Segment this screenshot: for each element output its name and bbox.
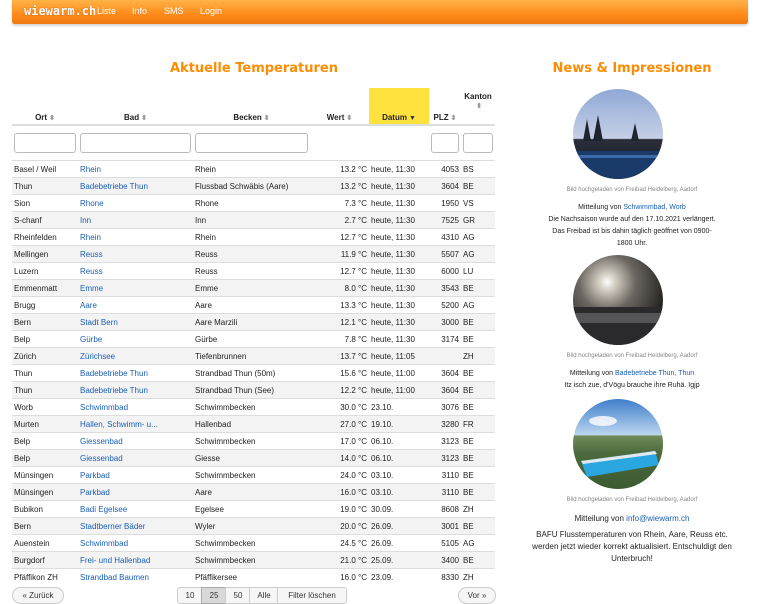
col-header-kanton[interactable]: Kanton ⬍ bbox=[461, 88, 495, 125]
cell-kanton: BE bbox=[461, 467, 495, 484]
cell-datum: heute, 11:30 bbox=[369, 246, 429, 263]
cell-plz: 4310 bbox=[429, 229, 461, 246]
cell-plz: 3543 bbox=[429, 280, 461, 297]
sort-icon: ⬍ bbox=[49, 115, 55, 122]
cell-bad[interactable]: Stadt Bern bbox=[78, 314, 193, 331]
cell-plz: 8330 bbox=[429, 569, 461, 586]
cell-datum: heute, 11:30 bbox=[369, 331, 429, 348]
cell-ort: Worb bbox=[12, 399, 78, 416]
cell-becken: Flussbad Schwäbis (Aare) bbox=[193, 178, 310, 195]
cell-plz: 1950 bbox=[429, 195, 461, 212]
filter-input-becken[interactable] bbox=[195, 133, 308, 153]
cell-kanton: ZH bbox=[461, 569, 495, 586]
cell-kanton: BE bbox=[461, 450, 495, 467]
image-caption-3: Bild hochgeladen von Freibad Heidelberg, Aadorf bbox=[566, 497, 698, 503]
nav-item-sms[interactable]: SMS bbox=[164, 6, 184, 16]
cell-bad[interactable]: Badebetriebe Thun bbox=[78, 365, 193, 382]
cell-datum: heute, 11:30 bbox=[369, 229, 429, 246]
cell-datum: heute, 11:30 bbox=[369, 314, 429, 331]
cell-plz: 3110 bbox=[429, 484, 461, 501]
table-body bbox=[12, 161, 495, 586]
cell-becken: Schwimmbecken bbox=[193, 467, 310, 484]
cell-ort: Belp bbox=[12, 331, 78, 348]
cell-plz: 6000 bbox=[429, 263, 461, 280]
cell-plz: 3001 bbox=[429, 518, 461, 535]
cell-becken: Schwimmbecken bbox=[193, 399, 310, 416]
table-row bbox=[12, 297, 495, 314]
cell-becken: Aare Marzili bbox=[193, 314, 310, 331]
table-row bbox=[12, 280, 495, 297]
cell-kanton: AG bbox=[461, 246, 495, 263]
page-size-25[interactable]: 25 bbox=[201, 587, 227, 604]
cell-plz: 3604 bbox=[429, 178, 461, 195]
brand-logo[interactable]: wiewarm.ch bbox=[24, 4, 97, 18]
col-header-becken[interactable]: Becken ⬍ bbox=[193, 88, 310, 125]
page-title: Aktuelle Temperaturen bbox=[169, 61, 338, 76]
table-row bbox=[12, 569, 495, 586]
cell-wert: 13.2 °C bbox=[310, 161, 369, 178]
cell-bad[interactable]: Zürichsee bbox=[78, 348, 193, 365]
cell-datum: heute, 11:30 bbox=[369, 212, 429, 229]
news-image-2[interactable] bbox=[573, 255, 663, 345]
cell-bad[interactable]: Giessenbad bbox=[78, 433, 193, 450]
cell-datum: heute, 11:00 bbox=[369, 365, 429, 382]
sort-icon: ⬍ bbox=[263, 115, 270, 122]
sort-icon: ⬍ bbox=[141, 115, 147, 122]
cell-datum: 06.10. bbox=[369, 450, 429, 467]
cell-kanton: AG bbox=[461, 297, 495, 314]
cell-ort: Bern bbox=[12, 314, 78, 331]
cell-datum: 03.10. bbox=[369, 484, 429, 501]
news-source-link-1[interactable]: Schwimmbad, Worb bbox=[623, 204, 686, 211]
news-image-1[interactable] bbox=[573, 89, 663, 179]
cell-datum: heute, 11:30 bbox=[369, 297, 429, 314]
cell-becken: Reuss bbox=[193, 263, 310, 280]
table-row bbox=[12, 246, 495, 263]
table-row bbox=[12, 450, 495, 467]
table-row bbox=[12, 314, 495, 331]
cell-ort: Zürich bbox=[12, 348, 78, 365]
cell-wert: 12.7 °C bbox=[310, 229, 369, 246]
news-title: News & Impressionen bbox=[552, 61, 712, 76]
table-row bbox=[12, 535, 495, 552]
cell-plz: 3280 bbox=[429, 416, 461, 433]
table-row bbox=[12, 229, 495, 246]
col-header-ort[interactable]: Ort ⬍ bbox=[12, 88, 78, 125]
cell-kanton: AG bbox=[461, 535, 495, 552]
cell-kanton: BE bbox=[461, 382, 495, 399]
cell-datum: 03.10. bbox=[369, 467, 429, 484]
cell-becken: Hallenbad bbox=[193, 416, 310, 433]
cell-bad[interactable]: Gürbe bbox=[78, 331, 193, 348]
cell-kanton: BE bbox=[461, 484, 495, 501]
temperature-table bbox=[12, 88, 495, 585]
cell-becken: Schwimmbecken bbox=[193, 433, 310, 450]
cell-wert: 12.7 °C bbox=[310, 263, 369, 280]
cell-ort: Rheinfelden bbox=[12, 229, 78, 246]
image-caption-1: Bild hochgeladen von Freibad Heidelberg, Aadorf bbox=[566, 187, 698, 193]
cell-ort: Bubikon bbox=[12, 501, 78, 518]
cell-plz: 4053 bbox=[429, 161, 461, 178]
cell-ort: Luzern bbox=[12, 263, 78, 280]
filter-row bbox=[12, 125, 495, 161]
cell-kanton: BE bbox=[461, 365, 495, 382]
cell-becken: Reuss bbox=[193, 246, 310, 263]
cell-kanton: ZH bbox=[461, 348, 495, 365]
nav-item-login[interactable]: Login bbox=[200, 6, 223, 16]
filter-input-kanton[interactable] bbox=[463, 133, 493, 153]
table-row bbox=[12, 416, 495, 433]
cell-ort: Bern bbox=[12, 518, 78, 535]
table-row bbox=[12, 348, 495, 365]
cell-wert: 13.2 °C bbox=[310, 178, 369, 195]
cell-becken: Pfäffikersee bbox=[193, 569, 310, 586]
cell-datum: 23.09. bbox=[369, 569, 429, 586]
cell-bad[interactable]: Schwimmbad bbox=[78, 535, 193, 552]
cell-datum: 23.10. bbox=[369, 399, 429, 416]
cell-plz: 3174 bbox=[429, 331, 461, 348]
cell-bad[interactable]: Rhein bbox=[78, 161, 193, 178]
filter-input-bad[interactable] bbox=[80, 133, 191, 153]
cell-ort: S-chanf bbox=[12, 212, 78, 229]
cell-ort: Emmenmatt bbox=[12, 280, 78, 297]
image-caption-2: Bild hochgeladen von Freibad Heidelberg, Aadorf bbox=[566, 353, 698, 359]
cell-bad[interactable]: Aare bbox=[78, 297, 193, 314]
cell-wert: 7.8 °C bbox=[310, 331, 369, 348]
table-row bbox=[12, 382, 495, 399]
cell-becken: Emme bbox=[193, 280, 310, 297]
cell-ort: Thun bbox=[12, 178, 78, 195]
cell-kanton: FR bbox=[461, 416, 495, 433]
cell-ort: Pfäffikon ZH bbox=[12, 569, 78, 586]
cell-datum: heute, 11:05 bbox=[369, 348, 429, 365]
cell-plz: 5507 bbox=[429, 246, 461, 263]
table-row bbox=[12, 467, 495, 484]
cell-kanton: AG bbox=[461, 229, 495, 246]
cell-becken: Tiefenbrunnen bbox=[193, 348, 310, 365]
cell-plz: 3110 bbox=[429, 467, 461, 484]
cell-kanton: BE bbox=[461, 552, 495, 569]
cell-datum: 26.09. bbox=[369, 535, 429, 552]
cell-ort: Thun bbox=[12, 382, 78, 399]
cell-kanton: LU bbox=[461, 263, 495, 280]
clear-filter-button[interactable]: Filter löschen bbox=[277, 587, 347, 604]
table-row bbox=[12, 552, 495, 569]
sort-icon: ⬍ bbox=[450, 115, 457, 122]
cell-datum: 30.09. bbox=[369, 501, 429, 518]
cell-wert: 21.0 °C bbox=[310, 552, 369, 569]
cell-wert: 13.3 °C bbox=[310, 297, 369, 314]
cell-wert: 17.0 °C bbox=[310, 433, 369, 450]
news-item-3: Mitteilung von info@wiewarm.ch BAFU Flusstemperaturen von Rhein, Aare, Reuss etc. werden jetzt wieder korrekt aktualisiert. Entschuldigt den Unterbruch! bbox=[532, 514, 732, 563]
cell-plz bbox=[429, 348, 461, 365]
cell-becken: Rhone bbox=[193, 195, 310, 212]
nav-item-liste[interactable]: Liste bbox=[97, 6, 117, 16]
cell-bad[interactable]: Schwimmbad bbox=[78, 399, 193, 416]
cell-wert: 12.2 °C bbox=[310, 382, 369, 399]
cell-plz: 3604 bbox=[429, 365, 461, 382]
cell-becken: Inn bbox=[193, 212, 310, 229]
cell-bad[interactable]: Reuss bbox=[78, 263, 193, 280]
cell-wert: 7.3 °C bbox=[310, 195, 369, 212]
cell-datum: 19.10. bbox=[369, 416, 429, 433]
cell-kanton: BE bbox=[461, 280, 495, 297]
cell-becken: Giesse bbox=[193, 450, 310, 467]
cell-bad[interactable]: Badebetriebe Thun bbox=[78, 382, 193, 399]
prev-page-button[interactable]: « Zurück bbox=[12, 587, 64, 604]
col-header-plz[interactable]: PLZ ⬍ bbox=[429, 88, 461, 125]
cell-datum: 26.09. bbox=[369, 518, 429, 535]
cell-wert: 13.7 °C bbox=[310, 348, 369, 365]
cell-datum: 06.10. bbox=[369, 433, 429, 450]
cell-plz: 5200 bbox=[429, 297, 461, 314]
table-row bbox=[12, 518, 495, 535]
sort-icon: ⬍ bbox=[476, 103, 482, 110]
cell-wert: 11.9 °C bbox=[310, 246, 369, 263]
cell-becken: Wyler bbox=[193, 518, 310, 535]
cell-bad[interactable]: Stadtberner Bäder bbox=[78, 518, 193, 535]
cell-kanton: BS bbox=[461, 161, 495, 178]
cell-kanton: BE bbox=[461, 518, 495, 535]
cell-ort: Basel / Weil bbox=[12, 161, 78, 178]
table-row bbox=[12, 433, 495, 450]
cell-becken: Aare bbox=[193, 297, 310, 314]
cell-wert: 12.1 °C bbox=[310, 314, 369, 331]
cell-plz: 3000 bbox=[429, 314, 461, 331]
col-header-wert[interactable]: Wert ⬍ bbox=[310, 88, 369, 125]
cell-wert: 14.0 °C bbox=[310, 450, 369, 467]
cell-ort: Brugg bbox=[12, 297, 78, 314]
filter-input-ort[interactable] bbox=[14, 133, 76, 153]
cell-bad[interactable]: Strandbad Baumen bbox=[78, 569, 193, 586]
cell-ort: Münsingen bbox=[12, 467, 78, 484]
cell-kanton: VS bbox=[461, 195, 495, 212]
header-row bbox=[12, 88, 495, 125]
cell-plz: 3604 bbox=[429, 382, 461, 399]
col-header-bad[interactable]: Bad ⬍ bbox=[78, 88, 193, 125]
cell-becken: Strandbad Thun (See) bbox=[193, 382, 310, 399]
sort-icon: ⬍ bbox=[346, 115, 353, 122]
cell-wert: 19.0 °C bbox=[310, 501, 369, 518]
cell-kanton: BE bbox=[461, 314, 495, 331]
cell-bad[interactable]: Hallen, Schwimm- u... bbox=[78, 416, 193, 433]
cell-datum: heute, 11:00 bbox=[369, 382, 429, 399]
cell-kanton: ZH bbox=[461, 501, 495, 518]
table-row bbox=[12, 263, 495, 280]
next-page-button[interactable]: Vor » bbox=[458, 587, 496, 604]
top-navbar bbox=[12, 0, 748, 25]
cell-plz: 7525 bbox=[429, 212, 461, 229]
cell-wert: 16.0 °C bbox=[310, 484, 369, 501]
cell-datum: 25.09. bbox=[369, 552, 429, 569]
cell-kanton: GR bbox=[461, 212, 495, 229]
cell-bad[interactable]: Giessenbad bbox=[78, 450, 193, 467]
table-row bbox=[12, 399, 495, 416]
page-size-all[interactable]: Alle bbox=[249, 587, 279, 604]
cell-kanton: BE bbox=[461, 178, 495, 195]
cell-plz: 3123 bbox=[429, 450, 461, 467]
cell-datum: heute, 11:30 bbox=[369, 161, 429, 178]
cell-becken: Aare bbox=[193, 484, 310, 501]
cell-kanton: BE bbox=[461, 331, 495, 348]
cell-becken: Gürbe bbox=[193, 331, 310, 348]
cell-wert: 20.0 °C bbox=[310, 518, 369, 535]
cell-kanton: BE bbox=[461, 433, 495, 450]
cell-ort: Belp bbox=[12, 433, 78, 450]
cell-wert: 8.0 °C bbox=[310, 280, 369, 297]
cell-datum: heute, 11:30 bbox=[369, 263, 429, 280]
table-row bbox=[12, 501, 495, 518]
cell-bad[interactable]: Badebetriebe Thun bbox=[78, 178, 193, 195]
cell-wert: 2.7 °C bbox=[310, 212, 369, 229]
cell-plz: 8608 bbox=[429, 501, 461, 518]
nav-item-info[interactable]: Info bbox=[132, 6, 148, 16]
cell-wert: 24.0 °C bbox=[310, 467, 369, 484]
cell-bad[interactable]: Rhone bbox=[78, 195, 193, 212]
cell-datum: heute, 11:30 bbox=[369, 178, 429, 195]
table-row bbox=[12, 365, 495, 382]
table-row bbox=[12, 161, 495, 178]
cell-wert: 27.0 °C bbox=[310, 416, 369, 433]
page-size-50[interactable]: 50 bbox=[225, 587, 251, 604]
cell-ort: Thun bbox=[12, 365, 78, 382]
cell-bad[interactable]: Parkbad bbox=[78, 484, 193, 501]
cell-plz: 3076 bbox=[429, 399, 461, 416]
col-header-datum[interactable]: Datum ▼ bbox=[369, 88, 429, 125]
table-row bbox=[12, 178, 495, 195]
cell-datum: heute, 11:30 bbox=[369, 195, 429, 212]
news-item-2: Mitteilung von Badebetriebe Thun, Thun Itz isch zue, d'Vögu brauche ihre Ruhä. Igjp bbox=[564, 370, 700, 389]
sort-desc-icon: ▼ bbox=[408, 115, 416, 122]
cell-wert: 30.0 °C bbox=[310, 399, 369, 416]
page-size-10[interactable]: 10 bbox=[177, 587, 203, 604]
news-source-link-2[interactable]: Badebetriebe Thun, Thun bbox=[615, 370, 695, 377]
cell-becken: Rhein bbox=[193, 161, 310, 178]
cell-plz: 3400 bbox=[429, 552, 461, 569]
cell-bad[interactable]: Parkbad bbox=[78, 467, 193, 484]
cell-ort: Sion bbox=[12, 195, 78, 212]
cell-wert: 15.6 °C bbox=[310, 365, 369, 382]
cell-wert: 24.5 °C bbox=[310, 535, 369, 552]
news-item-1: Mitteilung von Schwimmbad, Worb Die Nachsaison wurde auf den 17.10.2021 verlängert. Das Freibad ist bis dahin täglich geöffnet von 0900- 1800 Uhr. bbox=[548, 204, 716, 247]
news-source-link-3[interactable]: info@wiewarm.ch bbox=[626, 514, 690, 523]
cell-bad[interactable]: Emme bbox=[78, 280, 193, 297]
cell-wert: 16.0 °C bbox=[310, 569, 369, 586]
cell-becken: Schwimmbecken bbox=[193, 535, 310, 552]
filter-input-plz[interactable] bbox=[431, 133, 459, 153]
table-row bbox=[12, 331, 495, 348]
cell-ort: Burgdorf bbox=[12, 552, 78, 569]
cell-plz: 3123 bbox=[429, 433, 461, 450]
cell-becken: Schwimmbecken bbox=[193, 552, 310, 569]
cell-ort: Murten bbox=[12, 416, 78, 433]
news-image-3[interactable] bbox=[573, 399, 663, 489]
cell-datum: heute, 11:30 bbox=[369, 280, 429, 297]
cell-becken: Egelsee bbox=[193, 501, 310, 518]
cell-bad[interactable]: Inn bbox=[78, 212, 193, 229]
cell-bad[interactable]: Rhein bbox=[78, 229, 193, 246]
cell-bad[interactable]: Frei- und Hallenbad bbox=[78, 552, 193, 569]
cell-ort: Mellingen bbox=[12, 246, 78, 263]
cell-ort: Auenstein bbox=[12, 535, 78, 552]
cell-ort: Münsingen bbox=[12, 484, 78, 501]
cell-bad[interactable]: Reuss bbox=[78, 246, 193, 263]
cell-bad[interactable]: Badi Egelsee bbox=[78, 501, 193, 518]
cell-ort: Belp bbox=[12, 450, 78, 467]
cell-becken: Strandbad Thun (50m) bbox=[193, 365, 310, 382]
cell-becken: Rhein bbox=[193, 229, 310, 246]
table-row bbox=[12, 195, 495, 212]
table-row bbox=[12, 484, 495, 501]
cell-kanton: BE bbox=[461, 399, 495, 416]
table-row bbox=[12, 212, 495, 229]
cell-plz: 5105 bbox=[429, 535, 461, 552]
